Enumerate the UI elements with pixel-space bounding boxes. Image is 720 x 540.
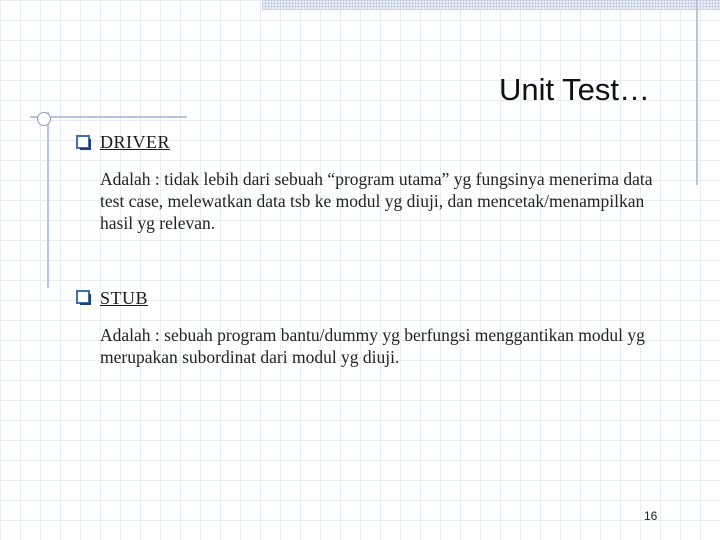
- page-number: 16: [644, 509, 658, 523]
- section-heading-driver: DRIVER: [100, 132, 170, 152]
- decorative-vertical-line-right: [696, 0, 698, 185]
- decorative-horizontal-line: [30, 116, 187, 118]
- decorative-vertical-line-left: [47, 112, 49, 288]
- decorative-circle: [37, 112, 51, 126]
- top-decorative-band: [262, 0, 720, 10]
- section-body-driver: Adalah : tidak lebih dari sebuah “program utama” yg fungsinya menerima data test case, melewatkan data tsb ke modul yg diuji, dan mencetak/menampilkan hasil yg relevan.: [100, 169, 653, 233]
- checkbox-bullet-icon: [76, 290, 92, 306]
- section-heading-stub: STUB: [100, 288, 149, 308]
- checkbox-bullet-icon: [76, 135, 92, 151]
- slide-title: Unit Test…: [498, 72, 650, 107]
- section-body-stub: Adalah : sebuah program bantu/dummy yg berfungsi menggantikan modul yg merupakan subordinat dari modul yg diuji.: [100, 325, 645, 367]
